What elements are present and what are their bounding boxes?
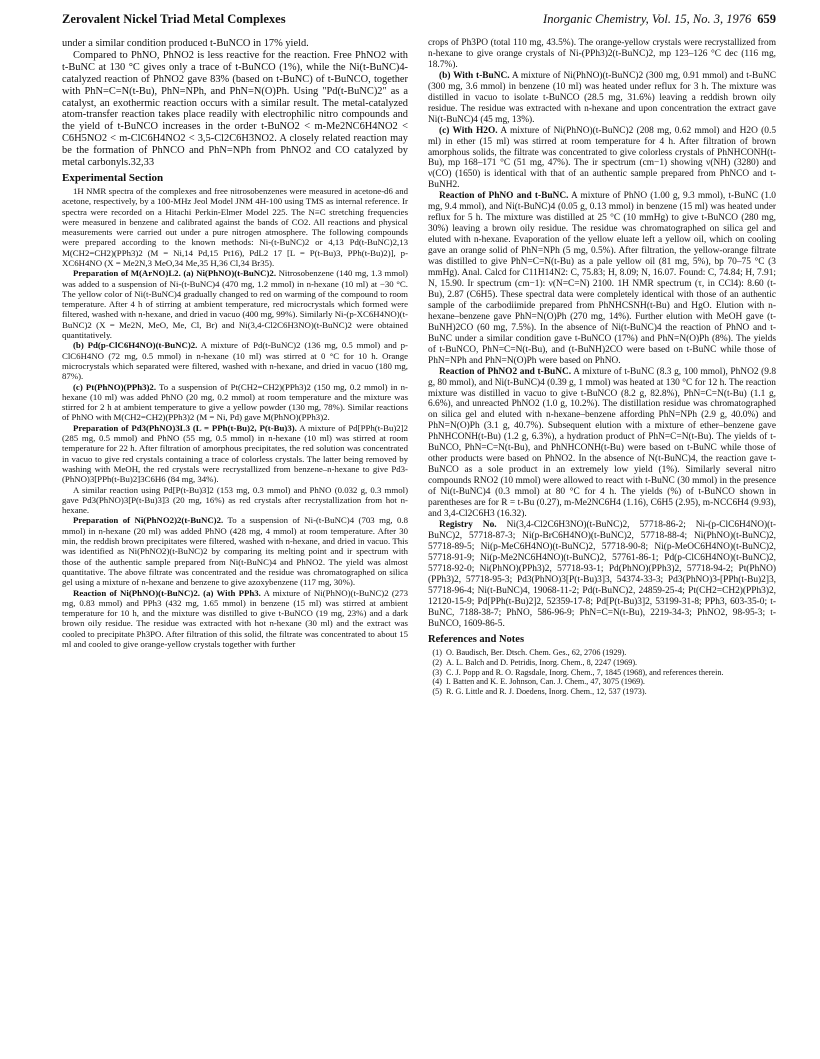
reference-item: 5. R. G. Little and R. J. Doedens, Inorg. Chem., 12, 537 (1973).: [444, 687, 776, 697]
run-in-heading: Reaction of PhNO2 and t-BuNC.: [439, 366, 572, 377]
paragraph: [62, 588, 408, 650]
paragraph: [428, 71, 776, 126]
right-column: [428, 38, 776, 696]
paragraph: [62, 515, 408, 587]
paragraph-text: A mixture of Ni(PhNO)(t-BuNC)2 (208 mg, 0.62 mmol) and H2O (0.5 ml) in ether (15 ml) was stirred at room temperature for 4 h. After filtration of brown amorphous solids, the filtrate was concentrated to give colorless crystals of PhNHCONH(t-Bu), mp 168–171 °C (51 mg, 47%). The ir spectrum (cm−1) showing ν(NH) (3280) and ν(CO) (1650) is identical with that of an authentic sample prepared from PhNCO and t-BuNH2.: [428, 125, 777, 191]
run-in-heading: Registry No.: [439, 519, 497, 530]
references-list: [428, 648, 776, 696]
paragraph-text: To a suspension of Ni-(t-BuNC)4 (703 mg, 0.8 mmol) in n-hexane (20 ml) was added PhNO (428 mg, 4 mmol) at room temperature. After 30 min, the reddish brown precipitates were filtered, washed with n-hexane, and dried in vacuo. This was identified as Ni(PhNO2)(t-BuNC)2 by comparing its melting point and ir spectrum with those of the authentic sample prepared from Ni(t-BuNC)4 and PhNO2. The yield was almost quantitative. The above filtrate was concentrated and the residue was chromatographed on silica gel using a mixture of n-hexane and benzene to give azoxybenzene (117 mg, 30%).: [62, 515, 409, 588]
journal-name: Inorganic Chemistry, Vol. 15, No. 3, 1976: [543, 12, 752, 26]
paragraph: [62, 340, 408, 381]
paragraph: [428, 191, 776, 366]
paragraph: A similar reaction using Pd[P(t-Bu)3]2 (153 mg, 0.3 mmol) and PhNO (0.032 g, 0.3 mmol) gave Pd3(PhNO)3[P(t-Bu)3]3 (20 mg, 16%) as red crystals after recrystallization from hot n-hexane.: [62, 484, 408, 516]
left-column: [62, 38, 408, 649]
paragraph: [62, 268, 408, 340]
run-in-heading: (b) With t-BuNC.: [439, 70, 510, 81]
run-in-heading: Preparation of Ni(PhNO2)2(t-BuNC)2.: [73, 515, 224, 526]
paragraph: [428, 126, 776, 192]
paragraph-text: A mixture of Pd(t-BuNC)2 (136 mg, 0.5 mmol) and p-ClC6H4NO (72 mg, 0.5 mmol) in n-hexane (10 ml) was stirred at 0 °C for 10 h. Orange microcrystals which separated were filtered, washed with n-hexane, and dried in vacuo (180 mg, 87%).: [62, 340, 408, 382]
run-in-heading: Reaction of PhNO and t-BuNC.: [439, 191, 569, 202]
running-title: Zerovalent Nickel Triad Metal Complexes: [62, 12, 286, 26]
journal-citation: [543, 12, 776, 27]
paragraph: [62, 382, 408, 423]
references-heading: References and Notes: [428, 634, 525, 646]
paragraph-text: A mixture of Ni(PhNO)(t-BuNC)2 (273 mg, 0.83 mmol) and PPh3 (432 mg, 1.65 mmol) in benzene (15 ml) was stirred at ambient temperature for 10 h, and the mixture was distilled to give t-BuNCO (19 mg, 23%) and a dark brown oily residue. The residue was extracted with hot n-hexane (30 ml) and the extract was cooled to precipitate Ph3PO. After filtration of this solid, the filtrate was concentrated to about 15 ml and cooled to give orange-yellow crystals together with further: [62, 587, 408, 649]
reference-item: 4. I. Batten and K. E. Johnson, Can. J. Chem., 47, 3075 (1969).: [444, 677, 776, 687]
run-in-heading: (c) With H2O.: [439, 125, 498, 136]
run-in-heading: Preparation of Pd3(PhNO)3L3 (L = PPh(t-Bu)2, P(t-Bu)3).: [73, 422, 297, 433]
experimental-section: [62, 186, 408, 649]
paragraph: crops of Ph3PO (total 110 mg, 43.5%). The orange-yellow crystals were recrystallized from n-hexane to give orange crystals of Ni-(PPh3)2(t-BuNC)2, mp 123–126 °C dec (116 mg, 18.7%).: [428, 38, 776, 70]
paragraph: [62, 423, 408, 485]
discussion-section: [62, 38, 408, 169]
section-heading: Experimental Section: [62, 171, 164, 184]
registry-paragraph: [428, 520, 776, 630]
paragraph-text: Ni(3,4-Cl2C6H3NO)(t-BuNC)2, 57718-86-2; Ni-(p-ClC6H4NO)(t-BuNC)2, 57718-87-3; Ni(p-BrC6H4NO)(t-BuNC)2, 57718-88-4; Ni(PhNO)(t-BuNC)2, 57718-89-5; Ni(p-MeC6H4NO)(t-BuNC)2, 57718-90-8; Ni(p-MeOC6H4NO)(t-BuNC)2, 57718-91-9; Ni(p-Me2NC6H4NO)(t-BuNC)2, 57761-86-1; Pd(p-ClC6H4NO)(t-BuNC)2, 57718-92-0; Ni(PhNO)(PPh3)2, 57718-93-1; Pd(PhNO)(PPh3)2, 57718-94-2; Pt(PhNO)(PPh3)2, 57718-95-3; Pd3(PhNO)3[P(t-Bu)3]3, 54374-33-3; Pd3(PhNO)3-[PPh(t-Bu)2]3, 57718-96-4; Ni(t-BuNC)4, 19068-11-2; Pd(t-BuNC)2, 24859-25-4; Pt(CH2=CH2)(PPh3)2, 12120-15-9; Pd[PPh(t-Bu)2]2, 52359-17-8; Pd[P(t-Bu)3]2, 53199-31-8; PPh3, 603-35-0; t-BuNC, 7188-38-7; PhNO, 586-96-9; PhN=C=N(t-Bu), 2219-34-3; PhNO2, 98-95-3; t-BuNCO, 1609-86-5.: [428, 519, 776, 629]
paragraph-text: A mixture of PhNO (1.00 g, 9.3 mmol), t-BuNC (1.0 mg, 9.4 mmol), and Ni(t-BuNC)4 (0.05 g, 0.13 mmol) in benzene (15 ml) was heated under reflux for 5 h. The mixture was distilled at 25 °C (10 mmHg) to give t-BuNCO (280 mg, 30%) leaving a brown oily residue. The residue was chromatographed on silica gel and eluted with n-hexane. Evaporation of the yellow eluate left a yellow oil, which on cooling gave an orange solid of PhN=NPh (5 mg, 0.5%). After filtration, the yellow-orange filtrate was distilled to give PhN=C=N(t-Bu) as a pale yellow oil (81 mg, 5%), bp 70–75 °C (3 mmHg). Anal. Calcd for C11H14N2: C, 75.83; H, 8.09; N, 16.07. Found: C, 74.84; H, 7.91; N, 15.90. Ir spectrum (cm−1): ν(N=C=N) 2100. 1H NMR spectrum (τ, in CCl4): 8.60 (t-Bu), 2.87 (C6H5). These spectral data were completely identical with those of an authentic sample of the carbodiimide prepared from PhNHCSNH(t-Bu) and HgO. Elution with n-hexane–benzene gave PhN=N(O)Ph (270 mg, 14%). Further elution with MeOH gave (t-BuNH)2CO (60 mg, 7.5%). In the absence of Ni(t-BuNC)4 the reaction of PhNO and t-BuNC under a similar condition gave t-BuNCO (17%) and PhN=N(O)Ph (8%). The yields of t-BuNCO, PhN=C=N(t-Bu), and (t-BuNH)2CO were based on t-BuNC while those of PhN=NPh and PhN=N(O)Ph were based on PhNO.: [428, 191, 776, 366]
paragraph-text: A mixture of Ni(PhNO)(t-BuNC)2 (300 mg, 0.91 mmol) and t-BuNC (300 mg, 3.6 mmol) in benzene (10 ml) was heated under reflux for 3 h. The mixture was distilled in vacuo to isolate t-BuNCO (28.5 mg, 31.6%) leaving a reddish brown oily residue. The residue was extracted with n-hexane and upon concentration the extract gave Ni(t-BuNC)4 (45 mg, 13%).: [428, 70, 776, 125]
paragraph-text: Nitrosobenzene (140 mg, 1.3 mmol) was added to a suspension of Ni-(t-BuNC)4 (470 mg, 1.2 mmol) in n-hexane (10 ml) at −30 °C. The yellow color of Ni(t-BuNC)4 gradually changed to red on warming of the compound to room temperature. After 4 h of stirring at ambient temperature, red microcrystals which formed were filtered, washed with n-hexane, and dried in vacuo (400 mg, 99%). Similarly Ni-(p-XC6H4NO)(t-BuNC)2 (X = Me2N, MeO, Me, Cl, Br) and Ni(3,4-Cl2C6H3NO)(t-BuNC)2 were obtained quantitatively.: [62, 268, 408, 341]
paragraph: [428, 367, 776, 520]
reference-item: 2. A. L. Balch and D. Petridis, Inorg. Chem., 8, 2247 (1969).: [444, 658, 776, 668]
reference-item: 3. C. J. Popp and R. O. Ragsdale, Inorg. Chem., 7, 1845 (1968), and references therein.: [444, 668, 776, 678]
paragraph: Compared to PhNO, PhNO2 is less reactive for the reaction. Free PhNO2 with t-BuNC at 130 °C gives only a trace of t-BuNCO (1%), while the Ni(t-BuNC)4-catalyzed reaction of PhNO2 gave 83% (based on t-BuNC) of t-BuNCO, together with PhN=C=N(t-Bu), PhN=NPh, and PhN=N(O)Ph. Using "Pd(t-BuNC)2" as a catalyst, an exothermic reaction occurs with a similar result. The metal-catalyzed atom-transfer reaction takes place readily with electrophilic nitro compounds and the yield of t-BuNCO increases in the order t-BuNO2 < m-Me2NC6H4NO2 < C6H5NO2 < m-ClC6H4NO2 < 3,5-Cl2C6H3NO2. A closely related reaction may be the formation of PhNCO and PhN=NPh from PhNO2 and CO catalyzed by metal carbonyls.32,33: [62, 49, 408, 169]
reference-item: 1. O. Baudisch, Ber. Dtsch. Chem. Ges., 62, 2706 (1929).: [444, 648, 776, 658]
paragraph: under a similar condition produced t-BuNCO in 17% yield.: [62, 38, 309, 49]
paragraph: 1H NMR spectra of the complexes and free nitrosobenzenes were measured in acetone-d6 and acetone, respectively, by a 100-MHz Jeol Model JNM 4H-100 using TMS as internal reference. Ir spectra were recorded on a Hitachi Perkin-Elmer Model 225. The N≡C stretching frequencies were measured in benzene and calibrated against the bands of CO2. All reactions and physical measurements were carried out under a pure nitrogen atmosphere. The following compounds were prepared according to the known methods: Ni-(t-BuNC)2 or 4,13 Pd(t-BuNC)2,13 M(CH2=CH2)(PPh3)2 (M = Ni,14 Pd,15 Pt16), PdL2 17 [L = P(t-Bu)3, PPh(t-Bu)2)], p-XC6H4NO (X = Me2N,3 MeO,34 Me,35 H,36 Cl,34 Br35).: [62, 185, 408, 268]
run-in-heading: (c) Pt(PhNO)(PPh3)2.: [73, 381, 157, 392]
running-header: [62, 12, 776, 32]
run-in-heading: Reaction of Ni(PhNO)(t-BuNC)2. (a) With PPh3.: [73, 587, 261, 598]
paragraph-text: To a suspension of Pt(CH2=CH2)(PPh3)2 (150 mg, 0.2 mmol) in n-hexane (10 ml) was added PhNO (20 mg, 0.2 mmol) at room temperature and the mixture was stirred for 2 h at ambient temperature to give a yellow powder (130 mg, 78%). Similar reactions of PhNO with M(CH2=CH2)(PPh3)2 (M = Ni, Pd) gave M(PhNO)(PPh3)2.: [62, 381, 408, 423]
paragraph-text: A mixture of Pd[PPh(t-Bu)2]2 (285 mg, 0.5 mmol) and PhNO (55 mg, 0.5 mmol) in n-hexane (10 ml) was stirred at room temperature for 22 h. After filtration of amorphous precipitates, the red solution was concentrated in vacuo to give red crystals containing a trace of colorless crystals. The latter being removed by washing with MeOH, the red crystals were recrystallized from benzene–n-hexane to give Pd3-(PhNO)3[PPh(t-Bu)2]3C6H6 (84 mg, 34%).: [62, 422, 409, 485]
run-in-heading: (b) Pd(p-ClC6H4NO)(t-BuNC)2.: [73, 340, 198, 351]
paragraph-text: A mixture of t-BuNC (8.3 g, 100 mmol), PhNO2 (9.8 g, 80 mmol), and Ni(t-BuNC)4 (0.39 g, 1 mmol) was heated at 130 °C for 12 h. The reaction mixture was distilled in vacuo to give t-BuNCO (8.2 g, 82.8%), PhN=C=N(t-Bu) (1.1 g, 6.6%), and unreacted PhNO2 (1.0 g, 10.2%). The distillation residue was chromatographed on silica gel and eluted with n-hexane–benzene affording PhN=NPh (2.9 g, 40.0%) and PhN=N(O)Ph (3.1 g, 40.7%). Subsequent elution with a mixture of ether–benzene gave PhNHCONH(t-Bu) (1.2 g, 6.3%), a hydration product of PhN=C=N(t-Bu). The yields of t-BuNCO, PhN=C=N(t-Bu), and PhNHCONH(t-Bu) were based on t-BuNC while those of other products were based on PhNO2. In the absence of N(t-BuNC)4, the reaction gave t-BuNCO as a sole product in an extremely low yield (1%). Similarly several nitro compounds RNO2 (10 mmol) were allowed to react with t-BuNC (30 mmol) in the presence of Ni(t-BuNC)4 (0.3 mmol) at 80 °C for 4 h. The yields (%) of t-BuNCO shown in parentheses are for R = t-Bu (0.27), m-Me2NC6H4 (1.16), C6H5 (2.95), m-NCC6H4 (9.93), and 3,4-Cl2C6H3 (16.32).: [428, 366, 777, 519]
run-in-heading: Preparation of M(ArNO)L2. (a) Ni(PhNO)(t-BuNC)2.: [73, 268, 277, 279]
page-number: 659: [757, 12, 776, 26]
